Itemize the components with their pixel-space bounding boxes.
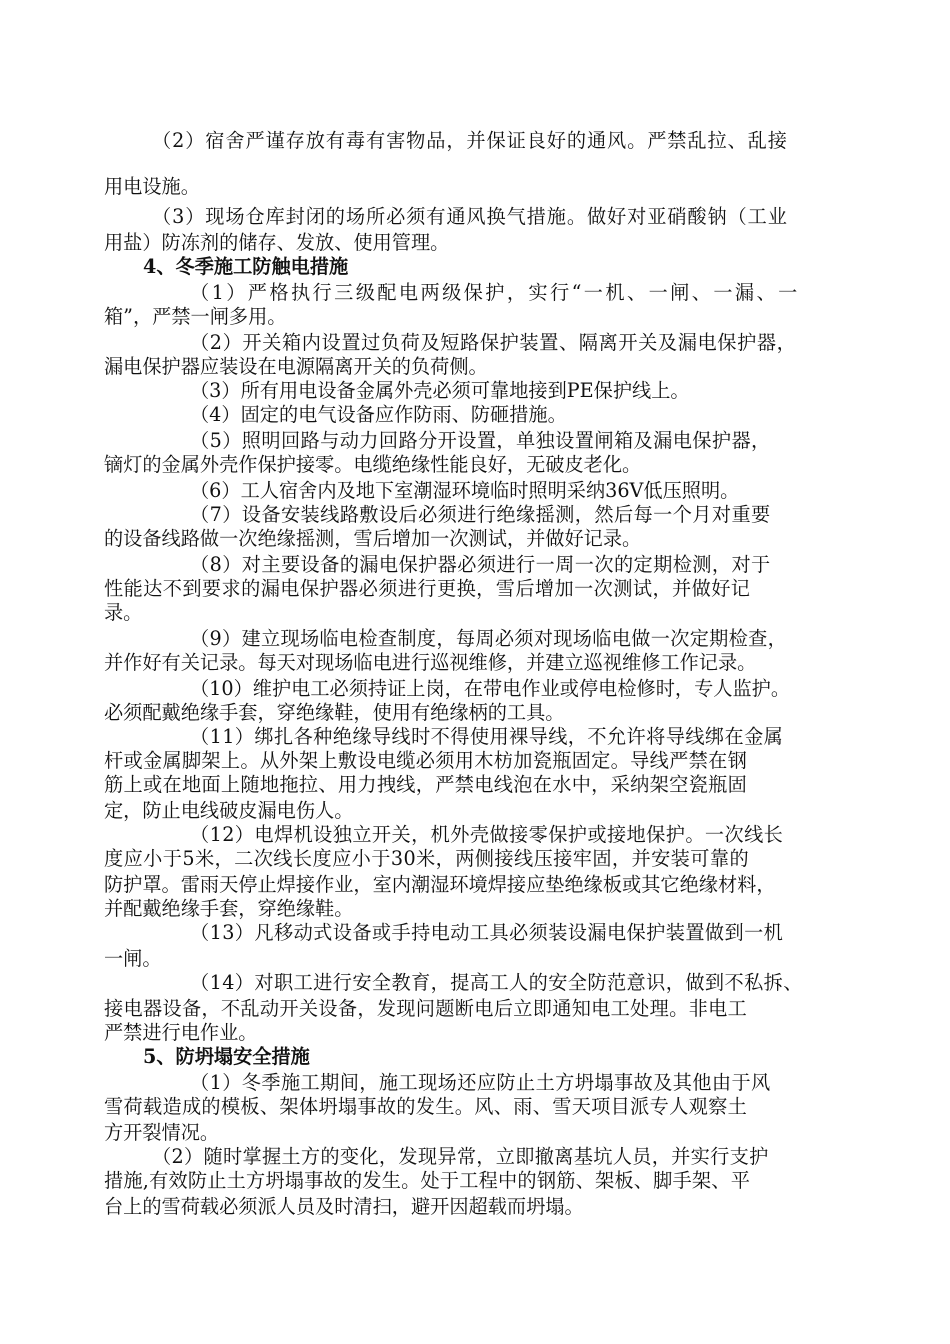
paragraph-warehouse-line-2: 用盐）防冻剂的储存、发放、使用管理。 [104,231,450,254]
collapse-item-2-line-3: 台上的雪荷载必须派人员及时清扫，避开因超载而坍塌。 [104,1195,584,1218]
electric-item-11-line-2: 杆或金属脚架上。从外架上敷设电缆必须用木枋加瓷瓶固定。导线严禁在钢 [104,749,748,772]
electric-item-2-line-2: 漏电保护器应装设在电源隔离开关的负荷侧。 [104,355,488,378]
electric-item-9-line-1: （9）建立现场临电检查制度，每周必须对现场临电做一次定期检查， [190,627,788,650]
electric-item-13-line-2: 一闸。 [104,947,162,970]
electric-item-14-line-3: 严禁进行电作业。 [104,1021,258,1044]
electric-item-11-line-4: 定，防止电线破皮漏电伤人。 [104,799,354,822]
electric-item-2-line-1: （2）开关箱内设置过负荷及短路保护装置、隔离开关及漏电保护器， [190,331,797,354]
electric-item-8-line-2: 性能达不到要求的漏电保护器必须进行更换，雪后增加一次测试，并做好记 [104,577,751,600]
paragraph-dorm-line-2: 用电设施。 [104,175,200,198]
electric-item-11-line-1: （11）绑扎各种绝缘导线时不得使用裸导线，不允许将导线绑在金属 [190,725,784,748]
paragraph-dorm-line-1: （2）宿舍严谨存放有毒有害物品，并保证良好的通风。严禁乱拉、乱接 [152,129,788,152]
electric-item-5-line-1: （5）照明回路与动力回路分开设置，单独设置闸箱及漏电保护器， [190,429,771,452]
electric-item-10-line-2: 必须配戴绝缘手套，穿绝缘鞋，使用有绝缘柄的工具。 [104,701,565,724]
electric-item-12-line-4: 并配戴绝缘手套，穿绝缘鞋。 [104,897,354,920]
collapse-item-2-line-1: （2）随时掌握土方的变化，发现异常，立即撤离基坑人员，并实行支护 [152,1145,769,1168]
collapse-item-2-line-2: 措施,有效防止土方坍塌事故的发生。处于工程中的钢筋、架板、脚手架、平 [104,1169,751,1192]
section-heading-collapse: 5、防坍塌安全措施 [143,1045,310,1068]
electric-item-12-line-3: 防护罩。雷雨天停止焊接作业，室内潮湿环境焊接应垫绝缘板或其它绝缘材料， [104,873,776,896]
electric-item-8-line-1: （8）对主要设备的漏电保护器必须进行一周一次的定期检测，对于 [190,553,771,576]
electric-item-7-line-2: 的设备线路做一次绝缘摇测，雪后增加一次测试，并做好记录。 [104,527,642,550]
electric-item-6-line-1: （6）工人宿舍内及地下室潮湿环境临时照明采纳36V低压照明。 [190,479,740,502]
collapse-item-1-line-2: 雪荷载造成的模板、架体坍塌事故的发生。风、雨、雪天项目派专人观察土 [104,1095,748,1118]
electric-item-4-line-1: （4）固定的电气设备应作防雨、防砸措施。 [190,403,567,426]
electric-item-8-line-3: 录。 [104,601,143,624]
collapse-item-1-line-1: （1）冬季施工期间，施工现场还应防止土方坍塌事故及其他由于风 [190,1071,771,1094]
electric-item-13-line-1: （13）凡移动式设备或手持电动工具必须装设漏电保护装置做到一机 [190,921,784,944]
collapse-item-1-line-3: 方开裂情况。 [104,1121,220,1144]
electric-item-9-line-2: 并作好有关记录。每天对现场临电进行巡视维修，并建立巡视维修工作记录。 [104,651,757,674]
section-heading-electric: 4、冬季施工防触电措施 [143,255,349,278]
electric-item-12-line-2: 度应小于5米，二次线长度应小于30米，两侧接线压接牢固，并安装可靠的 [104,847,750,870]
electric-item-11-line-3: 筋上或在地面上随地拖拉、用力拽线，严禁电线泡在水中，采纳架空瓷瓶固 [104,773,748,796]
electric-item-14-line-2: 接电器设备，不乱动开关设备，发现问题断电后立即通知电工处理。非电工 [104,997,748,1020]
electric-item-1-line-2: 箱”，严禁一闸多用。 [104,305,287,328]
paragraph-warehouse-line-1: （3）现场仓库封闭的场所必须有通风换气措施。做好对亚硝酸钠（工业 [152,205,788,228]
electric-item-10-line-1: （10）维护电工必须持证上岗，在带电作业或停电检修时，专人监护。 [190,677,791,700]
electric-item-7-line-1: （7）设备安装线路敷设后必须进行绝缘摇测，然后每一个月对重要 [190,503,771,526]
electric-item-12-line-1: （12）电焊机设独立开关，机外壳做接零保护或接地保护。一次线长 [190,823,784,846]
electric-item-3-line-1: （3）所有用电设备金属外壳必须可靠地接到PE保护线上。 [190,379,690,402]
electric-item-14-line-1: （14）对职工进行安全教育，提高工人的安全防范意识，做到不私拆、 [190,971,803,994]
electric-item-5-line-2: 镝灯的金属外壳作保护接零。电缆绝缘性能良好，无破皮老化。 [104,453,642,476]
electric-item-1-line-1: （1）严格执行三级配电两级保护，实行“一机、一闸、一漏、一 [190,281,800,304]
